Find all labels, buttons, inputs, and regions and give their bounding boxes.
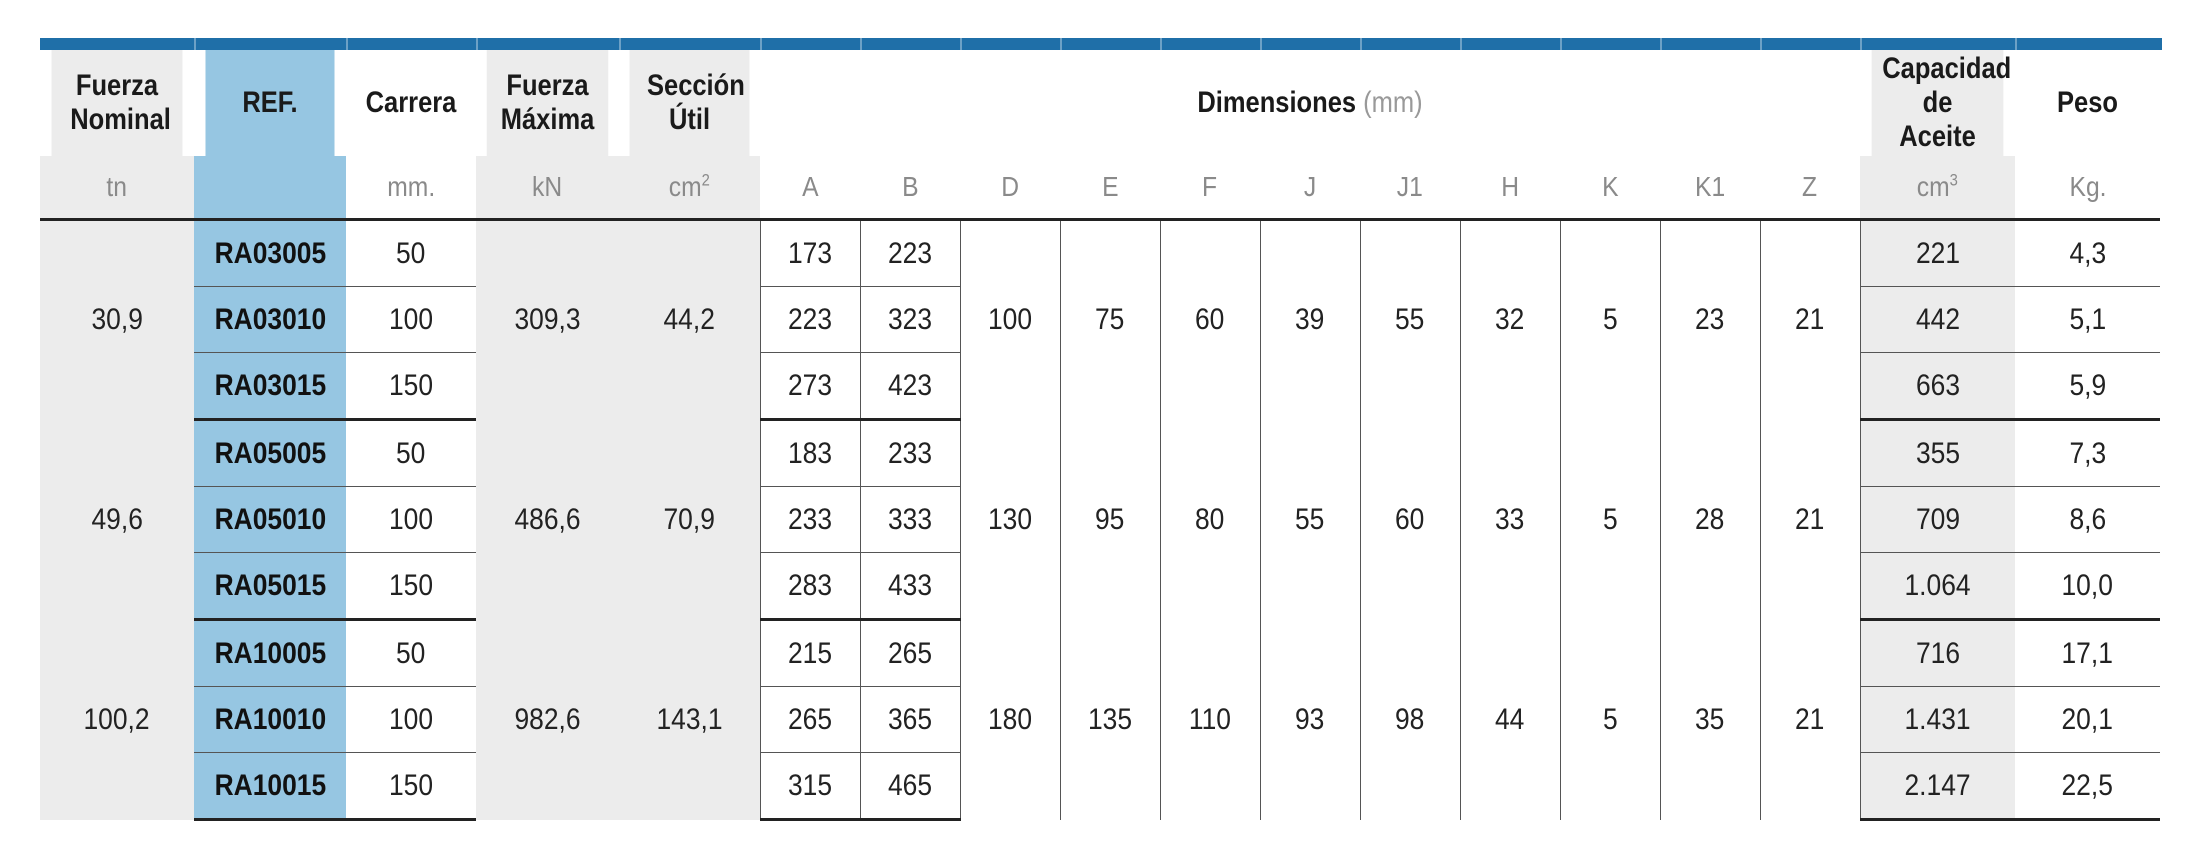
cell-A-value: 265	[787, 702, 833, 736]
cell-carrera-value: 150	[388, 568, 434, 602]
cell-B-value: 423	[887, 368, 933, 402]
cell-capacidad-value: 716	[1915, 636, 1960, 670]
cell-capacidad	[1860, 687, 2015, 753]
cell-ref-value: RA10005	[214, 636, 326, 670]
cell-B-value: 333	[887, 502, 933, 536]
cell-seccion-util	[619, 620, 760, 820]
cell-B	[860, 353, 960, 420]
cell-J	[1260, 620, 1360, 820]
unit-peso: Kg.	[2015, 156, 2160, 220]
cell-Z-value: 21	[1795, 303, 1825, 337]
header-bar-segment	[194, 38, 348, 50]
cell-K-value: 5	[1602, 303, 1618, 337]
cell-E	[1060, 420, 1160, 620]
cell-ref	[194, 420, 346, 487]
cell-carrera	[346, 687, 476, 753]
header-bar-segment	[860, 38, 962, 50]
cell-H-value: 33	[1495, 502, 1525, 536]
header-seccion-util: Sección Útil	[630, 50, 750, 156]
cell-seccion-util-value: 143,1	[656, 702, 723, 736]
header-bar-segment	[1260, 38, 1362, 50]
header-fuerza-maxima: Fuerza Máxima	[487, 50, 609, 156]
cell-H	[1460, 220, 1560, 420]
cell-K1	[1660, 620, 1760, 820]
table-row	[40, 620, 2160, 687]
header-dimensiones-unit: (mm)	[1363, 86, 1423, 119]
cell-B-value: 265	[887, 636, 933, 670]
cell-ref	[194, 753, 346, 820]
cell-F-value: 80	[1195, 502, 1225, 536]
cell-capacidad	[1860, 353, 2015, 420]
cell-K1-value: 28	[1695, 502, 1725, 536]
cell-A-value: 233	[787, 502, 833, 536]
cell-A	[760, 753, 860, 820]
header-bar-segment	[1160, 38, 1262, 50]
header-bar-segment	[1660, 38, 1762, 50]
cell-seccion-util	[619, 220, 760, 420]
cell-seccion-util-value: 44,2	[663, 303, 715, 337]
header-bar-segment	[1560, 38, 1662, 50]
cell-D	[960, 420, 1060, 620]
cell-B-value: 223	[887, 236, 933, 270]
cell-peso-value: 4,3	[2069, 236, 2106, 270]
cell-J-value: 93	[1295, 702, 1325, 736]
cell-B	[860, 420, 960, 487]
cell-capacidad-value: 2.147	[1904, 768, 1971, 802]
cell-K1-value: 23	[1695, 303, 1725, 337]
cell-J1-value: 98	[1395, 702, 1425, 736]
cell-A-value: 173	[787, 236, 833, 270]
cell-ref	[194, 687, 346, 753]
cell-E-value: 95	[1095, 502, 1125, 536]
cell-E-value: 75	[1095, 303, 1125, 337]
cell-Z	[1760, 420, 1860, 620]
cell-peso	[2015, 420, 2160, 487]
cell-J	[1260, 420, 1360, 620]
cell-seccion-util	[619, 420, 760, 620]
cell-D-value: 180	[987, 702, 1033, 736]
cell-J1	[1360, 220, 1460, 420]
cell-peso	[2015, 353, 2160, 420]
cell-J1-value: 55	[1395, 303, 1425, 337]
cell-ref-value: RA05015	[214, 568, 326, 602]
cell-carrera-value: 50	[396, 436, 426, 470]
cell-J-value: 55	[1295, 502, 1325, 536]
cell-K1	[1660, 420, 1760, 620]
cell-peso	[2015, 553, 2160, 620]
cell-carrera-value: 100	[388, 702, 434, 736]
cell-capacidad	[1860, 553, 2015, 620]
unit-fuerza-nominal: tn	[40, 156, 194, 220]
header-bar-segment	[1860, 38, 2017, 50]
cell-ref	[194, 353, 346, 420]
cell-capacidad-value: 1.431	[1904, 702, 1971, 736]
cell-A	[760, 353, 860, 420]
header-bar-segment	[40, 38, 194, 50]
cell-F	[1160, 220, 1260, 420]
cell-fuerza-nominal-value: 100,2	[83, 702, 151, 736]
cell-fuerza-maxima-value: 982,6	[514, 702, 581, 736]
cell-fuerza-nominal-value: 30,9	[91, 303, 143, 337]
cell-carrera	[346, 420, 476, 487]
cell-carrera	[346, 487, 476, 553]
cell-K-value: 5	[1602, 502, 1618, 536]
cell-A-value: 183	[787, 436, 833, 470]
specs-table	[40, 50, 2160, 821]
cell-ref-value: RA03015	[214, 368, 326, 402]
header-bar-segment	[1360, 38, 1462, 50]
header-carrera: Carrera	[365, 86, 457, 119]
cell-fuerza-maxima	[476, 420, 619, 620]
cell-B-value: 465	[887, 768, 933, 802]
cell-peso-value: 10,0	[2061, 568, 2114, 602]
cell-peso-value: 5,1	[2069, 302, 2106, 336]
cell-fuerza-nominal	[40, 220, 194, 420]
cell-E-value: 135	[1087, 702, 1133, 736]
cell-capacidad-value: 663	[1915, 368, 1960, 402]
header-bar-segment	[619, 38, 762, 50]
header-bar-segment	[1060, 38, 1162, 50]
cell-J1	[1360, 420, 1460, 620]
cell-peso	[2015, 220, 2160, 287]
cell-peso-value: 17,1	[2061, 636, 2114, 670]
cell-fuerza-maxima-value: 309,3	[514, 303, 581, 337]
cell-fuerza-nominal	[40, 420, 194, 620]
cell-capacidad	[1860, 420, 2015, 487]
unit-D: D	[960, 156, 1060, 220]
unit-carrera: mm.	[346, 156, 476, 220]
cell-carrera-value: 100	[388, 302, 434, 336]
cell-B	[860, 553, 960, 620]
cell-Z	[1760, 220, 1860, 420]
cell-capacidad-value: 221	[1915, 236, 1960, 270]
cell-ref	[194, 220, 346, 287]
cell-capacidad-value: 442	[1915, 302, 1960, 336]
cell-Z-value: 21	[1795, 702, 1825, 736]
unit-ref	[194, 156, 346, 220]
cell-A	[760, 287, 860, 353]
unit-capacidad: $cm^3$	[1860, 156, 2015, 220]
header-bar-segment	[1460, 38, 1562, 50]
cell-F-value: 60	[1195, 303, 1225, 337]
unit-F: F	[1160, 156, 1260, 220]
cell-fuerza-nominal	[40, 620, 194, 820]
cell-J-value: 39	[1295, 303, 1325, 337]
cell-ref-value: RA03005	[214, 236, 326, 270]
cell-peso-value: 5,9	[2069, 368, 2106, 402]
cell-B-value: 233	[887, 436, 933, 470]
header-color-bar	[40, 38, 2160, 50]
cell-carrera	[346, 553, 476, 620]
cell-A	[760, 220, 860, 287]
cell-J1-value: 60	[1395, 502, 1425, 536]
cell-D-value: 100	[987, 303, 1033, 337]
header-peso: Peso	[2057, 86, 2118, 119]
cell-K-value: 5	[1602, 702, 1618, 736]
cell-K	[1560, 620, 1660, 820]
cell-capacidad	[1860, 287, 2015, 353]
unit-E: E	[1060, 156, 1160, 220]
unit-H: H	[1460, 156, 1560, 220]
unit-seccion-util: $cm^2$	[619, 156, 760, 220]
cell-fuerza-maxima-value: 486,6	[514, 502, 581, 536]
cell-ref	[194, 553, 346, 620]
header-bar-segment	[1760, 38, 1862, 50]
cell-peso	[2015, 287, 2160, 353]
cell-peso	[2015, 487, 2160, 553]
unit-fuerza-maxima: kN	[476, 156, 619, 220]
cell-peso-value: 20,1	[2061, 702, 2114, 736]
cell-A	[760, 420, 860, 487]
cell-A-value: 273	[787, 368, 833, 402]
cell-capacidad-value: 355	[1915, 436, 1960, 470]
cell-H	[1460, 620, 1560, 820]
cell-A-value: 215	[787, 636, 833, 670]
cell-ref-value: RA10015	[214, 768, 326, 802]
cell-carrera	[346, 287, 476, 353]
cell-E	[1060, 220, 1160, 420]
cell-B	[860, 220, 960, 287]
cell-carrera-value: 50	[396, 636, 426, 670]
cell-peso-value: 8,6	[2069, 502, 2106, 536]
unit-A: A	[760, 156, 860, 220]
cell-capacidad	[1860, 620, 2015, 687]
table-row	[40, 420, 2160, 487]
cell-capacidad	[1860, 220, 2015, 287]
cell-H-value: 44	[1495, 702, 1525, 736]
cell-E	[1060, 620, 1160, 820]
cell-capacidad-value: 709	[1915, 502, 1960, 536]
header-bar-segment	[476, 38, 621, 50]
cell-seccion-util-value: 70,9	[663, 502, 715, 536]
cell-K	[1560, 220, 1660, 420]
unit-B: B	[860, 156, 960, 220]
cell-fuerza-nominal-value: 49,6	[91, 502, 143, 536]
cell-carrera-value: 100	[388, 502, 434, 536]
header-bar-segment	[346, 38, 478, 50]
header-dimensiones: Dimensiones (mm)	[1197, 86, 1423, 119]
header-capacidad: Capacidad de Aceite	[1872, 50, 2004, 156]
header-bar-segment	[760, 38, 862, 50]
table-body	[40, 220, 2160, 820]
cell-D	[960, 220, 1060, 420]
cell-ref-value: RA05005	[214, 436, 326, 470]
cell-peso-value: 7,3	[2069, 436, 2106, 470]
cell-J	[1260, 220, 1360, 420]
unit-J1: J1	[1360, 156, 1460, 220]
header-ref: REF.	[205, 50, 334, 156]
table-row	[40, 220, 2160, 287]
cell-D-value: 130	[987, 502, 1033, 536]
cell-carrera	[346, 620, 476, 687]
cell-B	[860, 687, 960, 753]
cell-Z	[1760, 620, 1860, 820]
cell-ref-value: RA10010	[214, 702, 326, 736]
cell-B-value: 323	[887, 302, 933, 336]
cell-fuerza-maxima	[476, 220, 619, 420]
cell-A-value: 283	[787, 568, 833, 602]
header-bar-segment	[960, 38, 1062, 50]
cell-peso	[2015, 620, 2160, 687]
cell-B	[860, 620, 960, 687]
cell-ref	[194, 487, 346, 553]
cell-capacidad	[1860, 753, 2015, 820]
cell-capacidad	[1860, 487, 2015, 553]
unit-J: J	[1260, 156, 1360, 220]
cell-carrera-value: 150	[388, 368, 434, 402]
cell-capacidad-value: 1.064	[1904, 568, 1971, 602]
header-bar-segment	[2015, 38, 2162, 50]
cell-ref-value: RA05010	[214, 502, 326, 536]
cell-K1	[1660, 220, 1760, 420]
cell-A	[760, 487, 860, 553]
unit-K1: K1	[1660, 156, 1760, 220]
cell-carrera	[346, 353, 476, 420]
cell-carrera-value: 50	[396, 236, 426, 270]
cell-peso-value: 22,5	[2061, 768, 2114, 802]
cell-A-value: 315	[787, 768, 833, 802]
header-fuerza-nominal: Fuerza Nominal	[52, 50, 183, 156]
cell-D	[960, 620, 1060, 820]
cell-A	[760, 687, 860, 753]
cell-peso	[2015, 687, 2160, 753]
cell-H	[1460, 420, 1560, 620]
cell-B-value: 365	[887, 702, 933, 736]
unit-K: K	[1560, 156, 1660, 220]
cell-J1	[1360, 620, 1460, 820]
cell-B-value: 433	[887, 568, 933, 602]
cell-A	[760, 620, 860, 687]
cell-B	[860, 753, 960, 820]
cell-Z-value: 21	[1795, 502, 1825, 536]
cell-ref-value: RA03010	[214, 302, 326, 336]
cell-F	[1160, 420, 1260, 620]
cell-ref	[194, 620, 346, 687]
cell-F	[1160, 620, 1260, 820]
cell-H-value: 32	[1495, 303, 1525, 337]
unit-Z: Z	[1760, 156, 1860, 220]
cell-A-value: 223	[787, 302, 833, 336]
cell-K1-value: 35	[1695, 702, 1725, 736]
cell-carrera	[346, 220, 476, 287]
cell-ref	[194, 287, 346, 353]
cell-peso	[2015, 753, 2160, 820]
cell-carrera-value: 150	[388, 768, 434, 802]
cell-A	[760, 553, 860, 620]
cell-carrera	[346, 753, 476, 820]
cell-B	[860, 487, 960, 553]
cell-fuerza-maxima	[476, 620, 619, 820]
cell-F-value: 110	[1188, 702, 1232, 736]
cell-K	[1560, 420, 1660, 620]
cell-B	[860, 287, 960, 353]
